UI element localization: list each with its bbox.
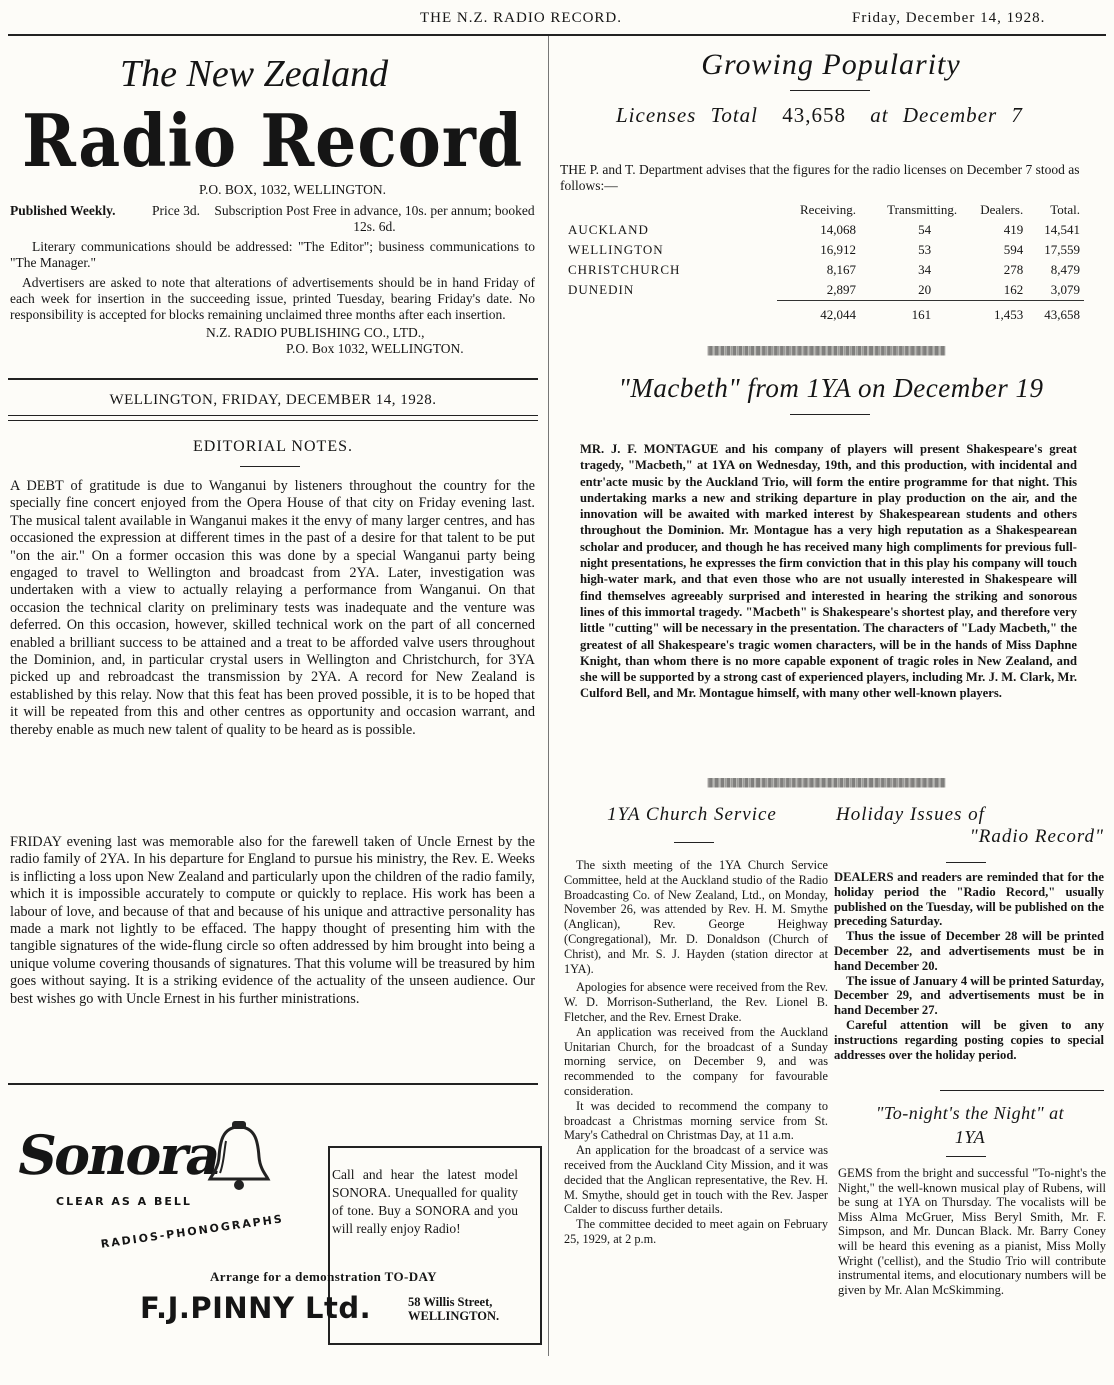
holiday-p1: DEALERS and readers are reminded that for the holiday period the "Radio Record," usually published on the Tuesday, will be published on the preceding Saturday. [834, 870, 1104, 929]
publisher-box: P.O. Box 1032, WELLINGTON. [286, 341, 464, 356]
row-name: CHRISTCHURCH [568, 262, 681, 277]
table-row [564, 240, 1084, 260]
row-name: WELLINGTON [568, 242, 664, 257]
col-receiving: Receiving. [800, 202, 856, 217]
holiday-p2: Thus the issue of December 28 will be printed December 22, and advertisements must be in hand December 20. [834, 929, 1104, 973]
row-name: DUNEDIN [568, 282, 635, 298]
rule-editorial-end [8, 1083, 538, 1085]
holiday-p3: The issue of January 4 will be printed Saturday, December 29, and advertisements must be in hand December 27. [834, 973, 1104, 1018]
bell-icon [206, 1119, 272, 1191]
subscription: Subscription Post Free in advance, 10s. per annum; booked 12s. 6d. [214, 203, 535, 234]
macbeth-body: MR. J. F. MONTAGUE and his company of players will present Shakespeare's great tragedy, "Macbeth," at 1YA on Wednesday, 19th, and this production, with incidental and entr'acte music by the Auckland Trio, will form the entire programme for that night. This undertaking marks a new and striking departure in play production on the air, and the innovation will be awaited with marked interest by Shakespearean students and others throughout the Dominion. Mr. Montague has a very high reputation as a Shakespearean scholar and producer, and though he has received many high compliments for previous full-night presentations, he expresses the firm conviction that in this play his company will touch high-water mark, and that even those who are not usually interested in Shakespeare will find themselves agreeably surprised and interested in hearing the striking and sonorous lines of this immortal tragedy. "Macbeth" is Shakespeare's shortest play, and therefore very little "cutting" will be necessary in the presentation. The characters of "Lady Macbeth," the greatest of all Shakespeare's tragic women characters, will be in the hands of Miss Daphne Knight, than whom there is no more capable exponent of tragic roles in New Zealand, and she will be supported by a strong cast of experienced players, including Mr. J. M. Clark, Mr. Culford Bell, and Mr. Montague himself, with many other well-known players. [580, 442, 1077, 701]
church-p4: It was decided to recommend the company to broadcast a Christmas morning service from St. Mary's Cathedral on Christmas Day, at 11 a.m. [564, 1098, 828, 1143]
cell-dealers: 419 [1003, 222, 1024, 237]
editorial-p2: FRIDAY evening last was memorable also for the farewell taken of Uncle Ernest by the radio family of 2YA. In his departure for England to pursue his ministry, the Rev. E. Weeks is inflicting a loss upon New Zealand and particularly upon the children of the radio family, which it is impossible accurately to compute or quickly to replace. His work has been a labour of love, and because of that and because of his unique and attractive personality has made a mark not lightly to be effaced. The happy thought of presenting him with the tangible signatures of the wide-flung circle so often addressed by him brought into being a unique volume covering thousands of signatures. That this volume will be treasured by him goes without saying. It is a striking evidence of the actuality of the unseen audience. Our best wishes go with Uncle Ernest in his further ministrations. [10, 834, 535, 1007]
church-p6: The committee decided to meet again on February 25, 1929, at 2 p.m. [564, 1217, 828, 1246]
header-rule [8, 34, 1106, 36]
editorial-heading-rule [240, 466, 300, 467]
tonight-title-b: 1YA [954, 1127, 986, 1147]
cell-receiving: 14,068 [820, 222, 856, 237]
cell-total: 8,479 [1050, 262, 1080, 277]
editorial-p1: A DEBT of gratitude is due to Wanganui by listeners throughout the country for the specially fine concert enjoyed from the Opera House of that city on Friday evening last. The musical talent available in Wanganui makes it the envy of many larger centres, and has occasioned the expression at different times in the past of a desire for that talent to be put "on the air." On a former occasion this was done by a special Wanganui party being engaged to travel to Wellington and broadcast from 2YA. Later, investigation was undertaken with a view to actually relaying a performance from Wanganui. On that occasion the technical clarity on preliminary tests was inadequate and the venture was deferred. On this occasion, however, skilled technical work on the part of all concerned enabled a brilliant success to be attained and a treat to be afforded valve users throughout the Dominion, and, in particular crystal users in Wellington and Christchurch, for 3YA picked up and rebroadcast the transmission by 2YA. A record for New Zealand is established by this relay. Now that this feat has been proved possible, it is to be hoped that it will be repeated from this and other centres as opportunity and occasion warrant, and thereby enable as much new talent of quality to be heard as is possible. [10, 478, 535, 738]
sonora-tagline: CLEAR AS A BELL [56, 1195, 192, 1208]
paper-title: THE N.Z. RADIO RECORD. [420, 10, 622, 26]
ad-company: F.J.PINNY Ltd. [140, 1291, 372, 1325]
rule-dateline-b [8, 420, 538, 421]
licenses-subtitle [616, 103, 1023, 128]
col-dealers: Dealers. [980, 202, 1024, 217]
holiday-title-a: Holiday Issues of [836, 804, 985, 825]
total-dealers: 1,453 [961, 301, 1027, 326]
cell-dealers: 162 [1003, 282, 1024, 297]
sonora-ad [10, 1113, 540, 1353]
masthead-info [10, 182, 535, 357]
ad-address [408, 1295, 499, 1323]
macbeth-title-rule [790, 414, 870, 415]
tonight-title [834, 1101, 1106, 1149]
licenses-title: Growing Popularity [701, 48, 961, 81]
ad-address-city: WELLINGTON. [408, 1309, 500, 1323]
church-p1: The sixth meeting of the 1YA Church Service Committee, held at the Auckland studio of the Radio Broadcasting Co. of New Zealand, Ltd., on Monday, November 26, was attended by Rev. H. M. Smythe (Anglican), Rev. George Heighway (Congregational), Mr. D. Donaldson (Church of Christ), and Mr. S. J. Hayden (station director at 1YA). [564, 858, 828, 976]
cell-transmitting: 53 [918, 242, 932, 257]
holiday-body [834, 870, 1104, 1062]
masthead-title: Radio Record [22, 98, 524, 183]
sonora-logo: Sonora [12, 1123, 226, 1187]
cell-transmitting: 34 [918, 262, 932, 277]
cell-transmitting: 20 [918, 282, 932, 297]
holiday-p4: Careful attention will be given to any instructions regarding posting copies to special addresses over the holiday period. [834, 1017, 1104, 1062]
ad-arrange: Arrange for a demonstration TO-DAY [210, 1269, 437, 1284]
total-transmitting: 161 [860, 301, 961, 326]
col-transmitting: Transmitting. [887, 202, 958, 217]
advertisers-note: Advertisers are asked to note that alterations of advertisements should be in hand Friday of each week for insertion in the succeeding issue, printed Tuesday, bearing Friday's date. No responsibility is accepted for blocks remaining unclaimed three months after each insertion. [10, 275, 535, 322]
section-separator: |||||||||||||||||||||||||||||||||||||||||||||||||||||||||||||||||||||||||||||||||||||||||||||||||||||||||||||||||||||||||||||||||||||||||||||||||||||||||||||||||||||||||||||||||||||||||||||||||||||| [706, 776, 946, 788]
total-receiving: 42,044 [777, 301, 860, 326]
cell-receiving: 16,912 [820, 242, 856, 257]
tonight-title-rule [946, 1156, 986, 1157]
cell-dealers: 594 [1003, 242, 1024, 257]
col-total: Total. [1050, 202, 1080, 217]
published-weekly: Published Weekly. [10, 203, 116, 218]
licenses-title-rule [790, 90, 870, 91]
table-totals-row [564, 301, 1084, 326]
masthead-address: P.O. BOX, 1032, WELLINGTON. [199, 182, 386, 197]
tonight-body: GEMS from the bright and successful "To-night's the Night," the well-known musical play of Rubens, will be sung at 1YA on Thursday. The vocalists will be Miss Alma McGruer, Miss Beryl Smith, Mr. F. Simpson, and Mr. Duncan Black. Mr. Barry Coney will be heard this evening as a pianist, Miss Molly Wright ('cellist), and the Studio Trio will contribute instrumental items, and elocutionary numbers will be given by Mr. Alan McSkimming. [838, 1166, 1106, 1297]
licenses-table [564, 200, 1084, 325]
licenses-subtitle-b: at December 7 [870, 103, 1023, 127]
church-title-rule [674, 842, 714, 843]
sonora-products: RADIOS-PHONOGRAPHS [99, 1212, 285, 1251]
church-title: 1YA Church Service [607, 804, 777, 825]
header-date: Friday, December 14, 1928. [852, 10, 1046, 26]
church-p2: Apologies for absence were received from the Rev. W. D. Morrison-Sutherland, the Rev. Lionel B. Fletcher, and the Rev. Ernest Drake. [564, 980, 828, 1024]
cell-total: 3,079 [1050, 282, 1080, 297]
literary-note: Literary communications should be addressed: "The Editor"; business communications to "The Manager." [10, 239, 535, 270]
tonight-title-a: "To-night's the Night" at [875, 1103, 1065, 1123]
holiday-title [834, 804, 1104, 848]
licenses-subtitle-num: 43,658 [782, 103, 846, 127]
macbeth-title: "Macbeth" from 1YA on December 19 [618, 373, 1044, 403]
column-divider [548, 36, 549, 1356]
total-total: 43,658 [1027, 301, 1084, 326]
row-name: AUCKLAND [568, 222, 649, 237]
section-separator: |||||||||||||||||||||||||||||||||||||||||||||||||||||||||||||||||||||||||||||||||||||||||||||||||||||||||||||||||||||||||||||||||||||||||||||||||||||||||||||||||||||||||||||||||||||||||||||||||||||| [706, 344, 946, 356]
church-body [564, 858, 828, 1247]
rule-holiday-end [940, 1090, 1104, 1091]
dateline: WELLINGTON, FRIDAY, DECEMBER 14, 1928. [109, 392, 437, 408]
cell-dealers: 278 [1003, 262, 1024, 277]
rule-dateline-a [8, 415, 538, 416]
table-row [564, 260, 1084, 280]
ad-body: Call and hear the latest model SONORA. Unequalled for quality of tone. Buy a SONORA and you will really enjoy Radio! [332, 1167, 518, 1236]
licenses-subtitle-a: Licenses Total [616, 103, 758, 127]
cell-transmitting: 54 [918, 222, 932, 237]
rule-masthead [8, 378, 538, 380]
masthead-line1: The New Zealand [120, 53, 389, 95]
publisher: N.Z. RADIO PUBLISHING CO., LTD., [206, 325, 425, 340]
holiday-title-b: "Radio Record" [969, 826, 1104, 847]
church-p5: An application for the broadcast of a service was received from the Auckland City Mission, and it was decided that the Anglican representative, the Rev. H. M. Smythe, should get in touch with the Rev. Jasper Calder to discuss further details. [564, 1143, 828, 1217]
page-header [0, 8, 1114, 32]
licenses-intro: THE P. and T. Department advises that the figures for the radio licenses on December 7 stood as follows:— [560, 162, 1080, 193]
cell-total: 14,541 [1044, 222, 1080, 237]
holiday-title-rule [946, 862, 986, 863]
cell-total: 17,559 [1044, 242, 1080, 257]
price: Price 3d. [152, 203, 200, 218]
editorial-heading: EDITORIAL NOTES. [193, 438, 353, 455]
ad-address-street: 58 Willis Street, [408, 1295, 493, 1309]
cell-receiving: 2,897 [826, 282, 856, 297]
table-row [564, 220, 1084, 240]
cell-receiving: 8,167 [826, 262, 856, 277]
church-p3: An application was received from the Auckland Unitarian Church, for the broadcast of a Sunday morning service, on December 9, and was recommended to the company for favourable consideration. [564, 1024, 828, 1098]
table-row [564, 280, 1084, 301]
